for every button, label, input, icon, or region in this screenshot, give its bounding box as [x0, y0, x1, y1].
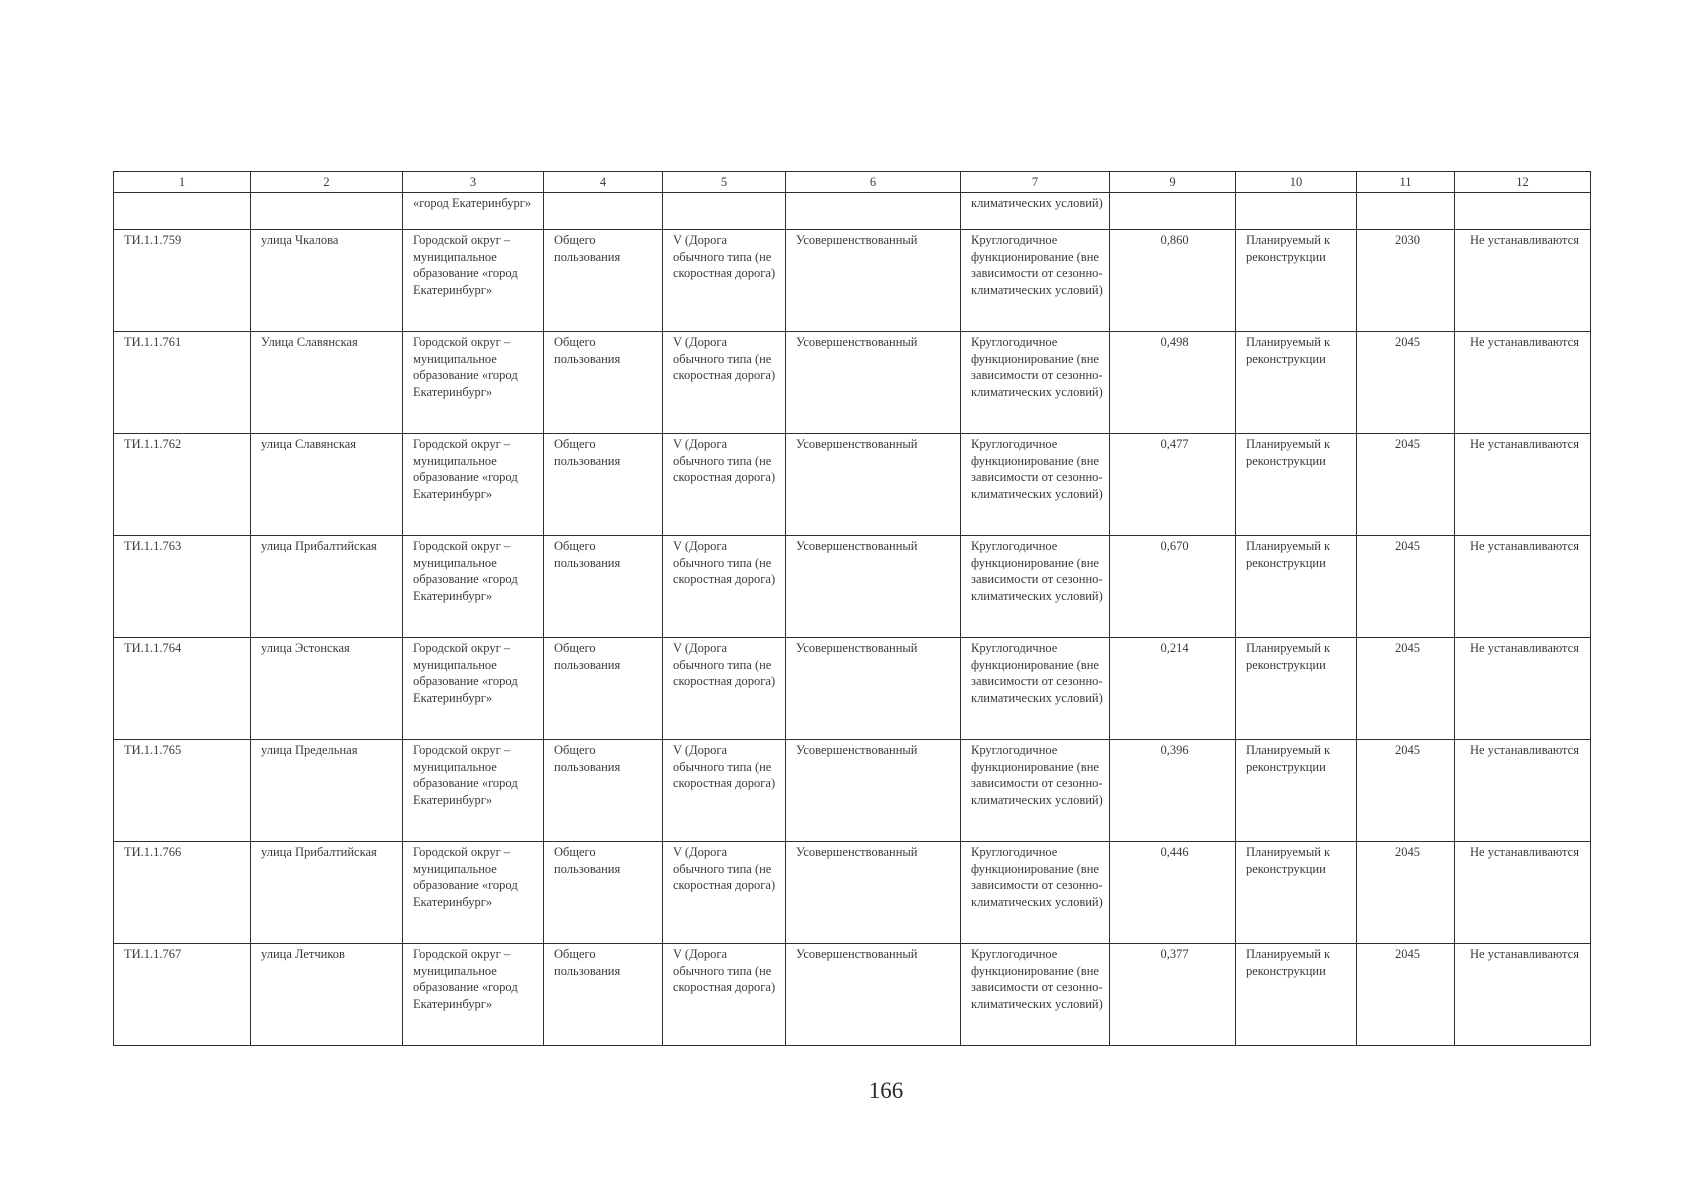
cell-surface: Усовершенствованный	[786, 944, 961, 1046]
cell-category: V (Дорога обычного типа (не скоростная дорога)	[663, 638, 786, 740]
cell-category: V (Дорога обычного типа (не скоростная дорога)	[663, 230, 786, 332]
table-body	[114, 193, 1591, 1046]
cell-surface: Усовершенствованный	[786, 434, 961, 536]
cell-season-continued: климатических условий)	[961, 193, 1110, 230]
table-row	[114, 230, 1591, 332]
cell-zone: Не устанавливаются	[1455, 434, 1591, 536]
cell-id: ТИ.1.1.762	[114, 434, 251, 536]
cell-zone: Не устанавливаются	[1455, 332, 1591, 434]
cell-zone: Не устанавливаются	[1455, 842, 1591, 944]
cell-zone: Не устанавливаются	[1455, 536, 1591, 638]
cell-status: Планируемый к реконструкции	[1236, 434, 1357, 536]
column-number-2: 2	[251, 172, 403, 193]
cell-surface: Усовершенствованный	[786, 332, 961, 434]
header-row	[114, 172, 1591, 193]
cell-category: V (Дорога обычного типа (не скоростная дорога)	[663, 332, 786, 434]
column-number-5: 5	[663, 172, 786, 193]
cell-empty	[663, 193, 786, 230]
table-header	[114, 172, 1591, 193]
cell-name: улица Прибалтийская	[251, 842, 403, 944]
cell-season: Круглогодичное функционирование (вне зависимости от сезонно-климатических условий)	[961, 434, 1110, 536]
cell-empty	[1236, 193, 1357, 230]
cell-surface: Усовершенствованный	[786, 230, 961, 332]
table-row	[114, 740, 1591, 842]
cell-length: 0,498	[1110, 332, 1236, 434]
cell-id: ТИ.1.1.766	[114, 842, 251, 944]
cell-empty	[544, 193, 663, 230]
cell-usage: Общего пользования	[544, 230, 663, 332]
cell-length: 0,477	[1110, 434, 1236, 536]
cell-id: ТИ.1.1.765	[114, 740, 251, 842]
cell-year: 2045	[1357, 842, 1455, 944]
cell-owner: Городской округ – муниципальное образование «город Екатеринбург»	[403, 638, 544, 740]
cell-length: 0,377	[1110, 944, 1236, 1046]
table-row	[114, 434, 1591, 536]
cell-surface: Усовершенствованный	[786, 740, 961, 842]
cell-name: улица Прибалтийская	[251, 536, 403, 638]
cell-category: V (Дорога обычного типа (не скоростная дорога)	[663, 536, 786, 638]
cell-category: V (Дорога обычного типа (не скоростная дорога)	[663, 944, 786, 1046]
cell-owner: Городской округ – муниципальное образование «город Екатеринбург»	[403, 434, 544, 536]
cell-length: 0,396	[1110, 740, 1236, 842]
cell-season: Круглогодичное функционирование (вне зависимости от сезонно-климатических условий)	[961, 332, 1110, 434]
cell-usage: Общего пользования	[544, 944, 663, 1046]
cell-usage: Общего пользования	[544, 332, 663, 434]
cell-year: 2045	[1357, 536, 1455, 638]
cell-surface: Усовершенствованный	[786, 842, 961, 944]
cell-length: 0,446	[1110, 842, 1236, 944]
cell-owner: Городской округ – муниципальное образование «город Екатеринбург»	[403, 842, 544, 944]
cell-empty	[251, 193, 403, 230]
table-row	[114, 332, 1591, 434]
cell-zone: Не устанавливаются	[1455, 944, 1591, 1046]
cell-length: 0,670	[1110, 536, 1236, 638]
table-row	[114, 944, 1591, 1046]
table-row	[114, 536, 1591, 638]
cell-id: ТИ.1.1.763	[114, 536, 251, 638]
cell-status: Планируемый к реконструкции	[1236, 332, 1357, 434]
page-number: 166	[868, 1078, 904, 1103]
cell-category: V (Дорога обычного типа (не скоростная дорога)	[663, 842, 786, 944]
cell-status: Планируемый к реконструкции	[1236, 230, 1357, 332]
cell-category: V (Дорога обычного типа (не скоростная дорога)	[663, 740, 786, 842]
cell-zone: Не устанавливаются	[1455, 230, 1591, 332]
cell-id: ТИ.1.1.767	[114, 944, 251, 1046]
cell-owner: Городской округ – муниципальное образование «город Екатеринбург»	[403, 944, 544, 1046]
column-number-11: 11	[1357, 172, 1455, 193]
cell-name: улица Славянская	[251, 434, 403, 536]
cell-surface: Усовершенствованный	[786, 638, 961, 740]
cell-status: Планируемый к реконструкции	[1236, 536, 1357, 638]
cell-length: 0,860	[1110, 230, 1236, 332]
cell-usage: Общего пользования	[544, 638, 663, 740]
road-registry-table	[113, 171, 1591, 1046]
cell-year: 2045	[1357, 332, 1455, 434]
cell-status: Планируемый к реконструкции	[1236, 638, 1357, 740]
cell-name: улица Эстонская	[251, 638, 403, 740]
cell-season: Круглогодичное функционирование (вне зависимости от сезонно-климатических условий)	[961, 536, 1110, 638]
column-number-9: 9	[1110, 172, 1236, 193]
cell-surface: Усовершенствованный	[786, 536, 961, 638]
cell-season: Круглогодичное функционирование (вне зависимости от сезонно-климатических условий)	[961, 230, 1110, 332]
table-row	[114, 842, 1591, 944]
cell-id: ТИ.1.1.761	[114, 332, 251, 434]
column-number-7: 7	[961, 172, 1110, 193]
cell-owner: Городской округ – муниципальное образование «город Екатеринбург»	[403, 332, 544, 434]
column-number-4: 4	[544, 172, 663, 193]
cell-empty	[1455, 193, 1591, 230]
cell-year: 2045	[1357, 740, 1455, 842]
cell-id: ТИ.1.1.764	[114, 638, 251, 740]
continuation-row	[114, 193, 1591, 230]
cell-empty	[114, 193, 251, 230]
cell-usage: Общего пользования	[544, 842, 663, 944]
cell-length: 0,214	[1110, 638, 1236, 740]
cell-owner-continued: «город Екатеринбург»	[403, 193, 544, 230]
cell-season: Круглогодичное функционирование (вне зависимости от сезонно-климатических условий)	[961, 842, 1110, 944]
cell-status: Планируемый к реконструкции	[1236, 842, 1357, 944]
cell-zone: Не устанавливаются	[1455, 740, 1591, 842]
cell-empty	[1110, 193, 1236, 230]
cell-zone: Не устанавливаются	[1455, 638, 1591, 740]
cell-name: улица Предельная	[251, 740, 403, 842]
cell-year: 2045	[1357, 638, 1455, 740]
cell-category: V (Дорога обычного типа (не скоростная дорога)	[663, 434, 786, 536]
cell-year: 2045	[1357, 434, 1455, 536]
cell-id: ТИ.1.1.759	[114, 230, 251, 332]
cell-season: Круглогодичное функционирование (вне зависимости от сезонно-климатических условий)	[961, 740, 1110, 842]
column-number-1: 1	[114, 172, 251, 193]
column-number-3: 3	[403, 172, 544, 193]
cell-usage: Общего пользования	[544, 740, 663, 842]
cell-name: Улица Славянская	[251, 332, 403, 434]
column-number-12: 12	[1455, 172, 1591, 193]
cell-status: Планируемый к реконструкции	[1236, 740, 1357, 842]
cell-year: 2030	[1357, 230, 1455, 332]
cell-owner: Городской округ – муниципальное образование «город Екатеринбург»	[403, 230, 544, 332]
cell-usage: Общего пользования	[544, 434, 663, 536]
column-number-10: 10	[1236, 172, 1357, 193]
cell-name: улица Чкалова	[251, 230, 403, 332]
cell-status: Планируемый к реконструкции	[1236, 944, 1357, 1046]
cell-season: Круглогодичное функционирование (вне зависимости от сезонно-климатических условий)	[961, 638, 1110, 740]
cell-empty	[786, 193, 961, 230]
cell-season: Круглогодичное функционирование (вне зависимости от сезонно-климатических условий)	[961, 944, 1110, 1046]
table-row	[114, 638, 1591, 740]
cell-owner: Городской округ – муниципальное образование «город Екатеринбург»	[403, 536, 544, 638]
cell-year: 2045	[1357, 944, 1455, 1046]
cell-usage: Общего пользования	[544, 536, 663, 638]
cell-empty	[1357, 193, 1455, 230]
column-number-6: 6	[786, 172, 961, 193]
cell-name: улица Летчиков	[251, 944, 403, 1046]
cell-owner: Городской округ – муниципальное образование «город Екатеринбург»	[403, 740, 544, 842]
